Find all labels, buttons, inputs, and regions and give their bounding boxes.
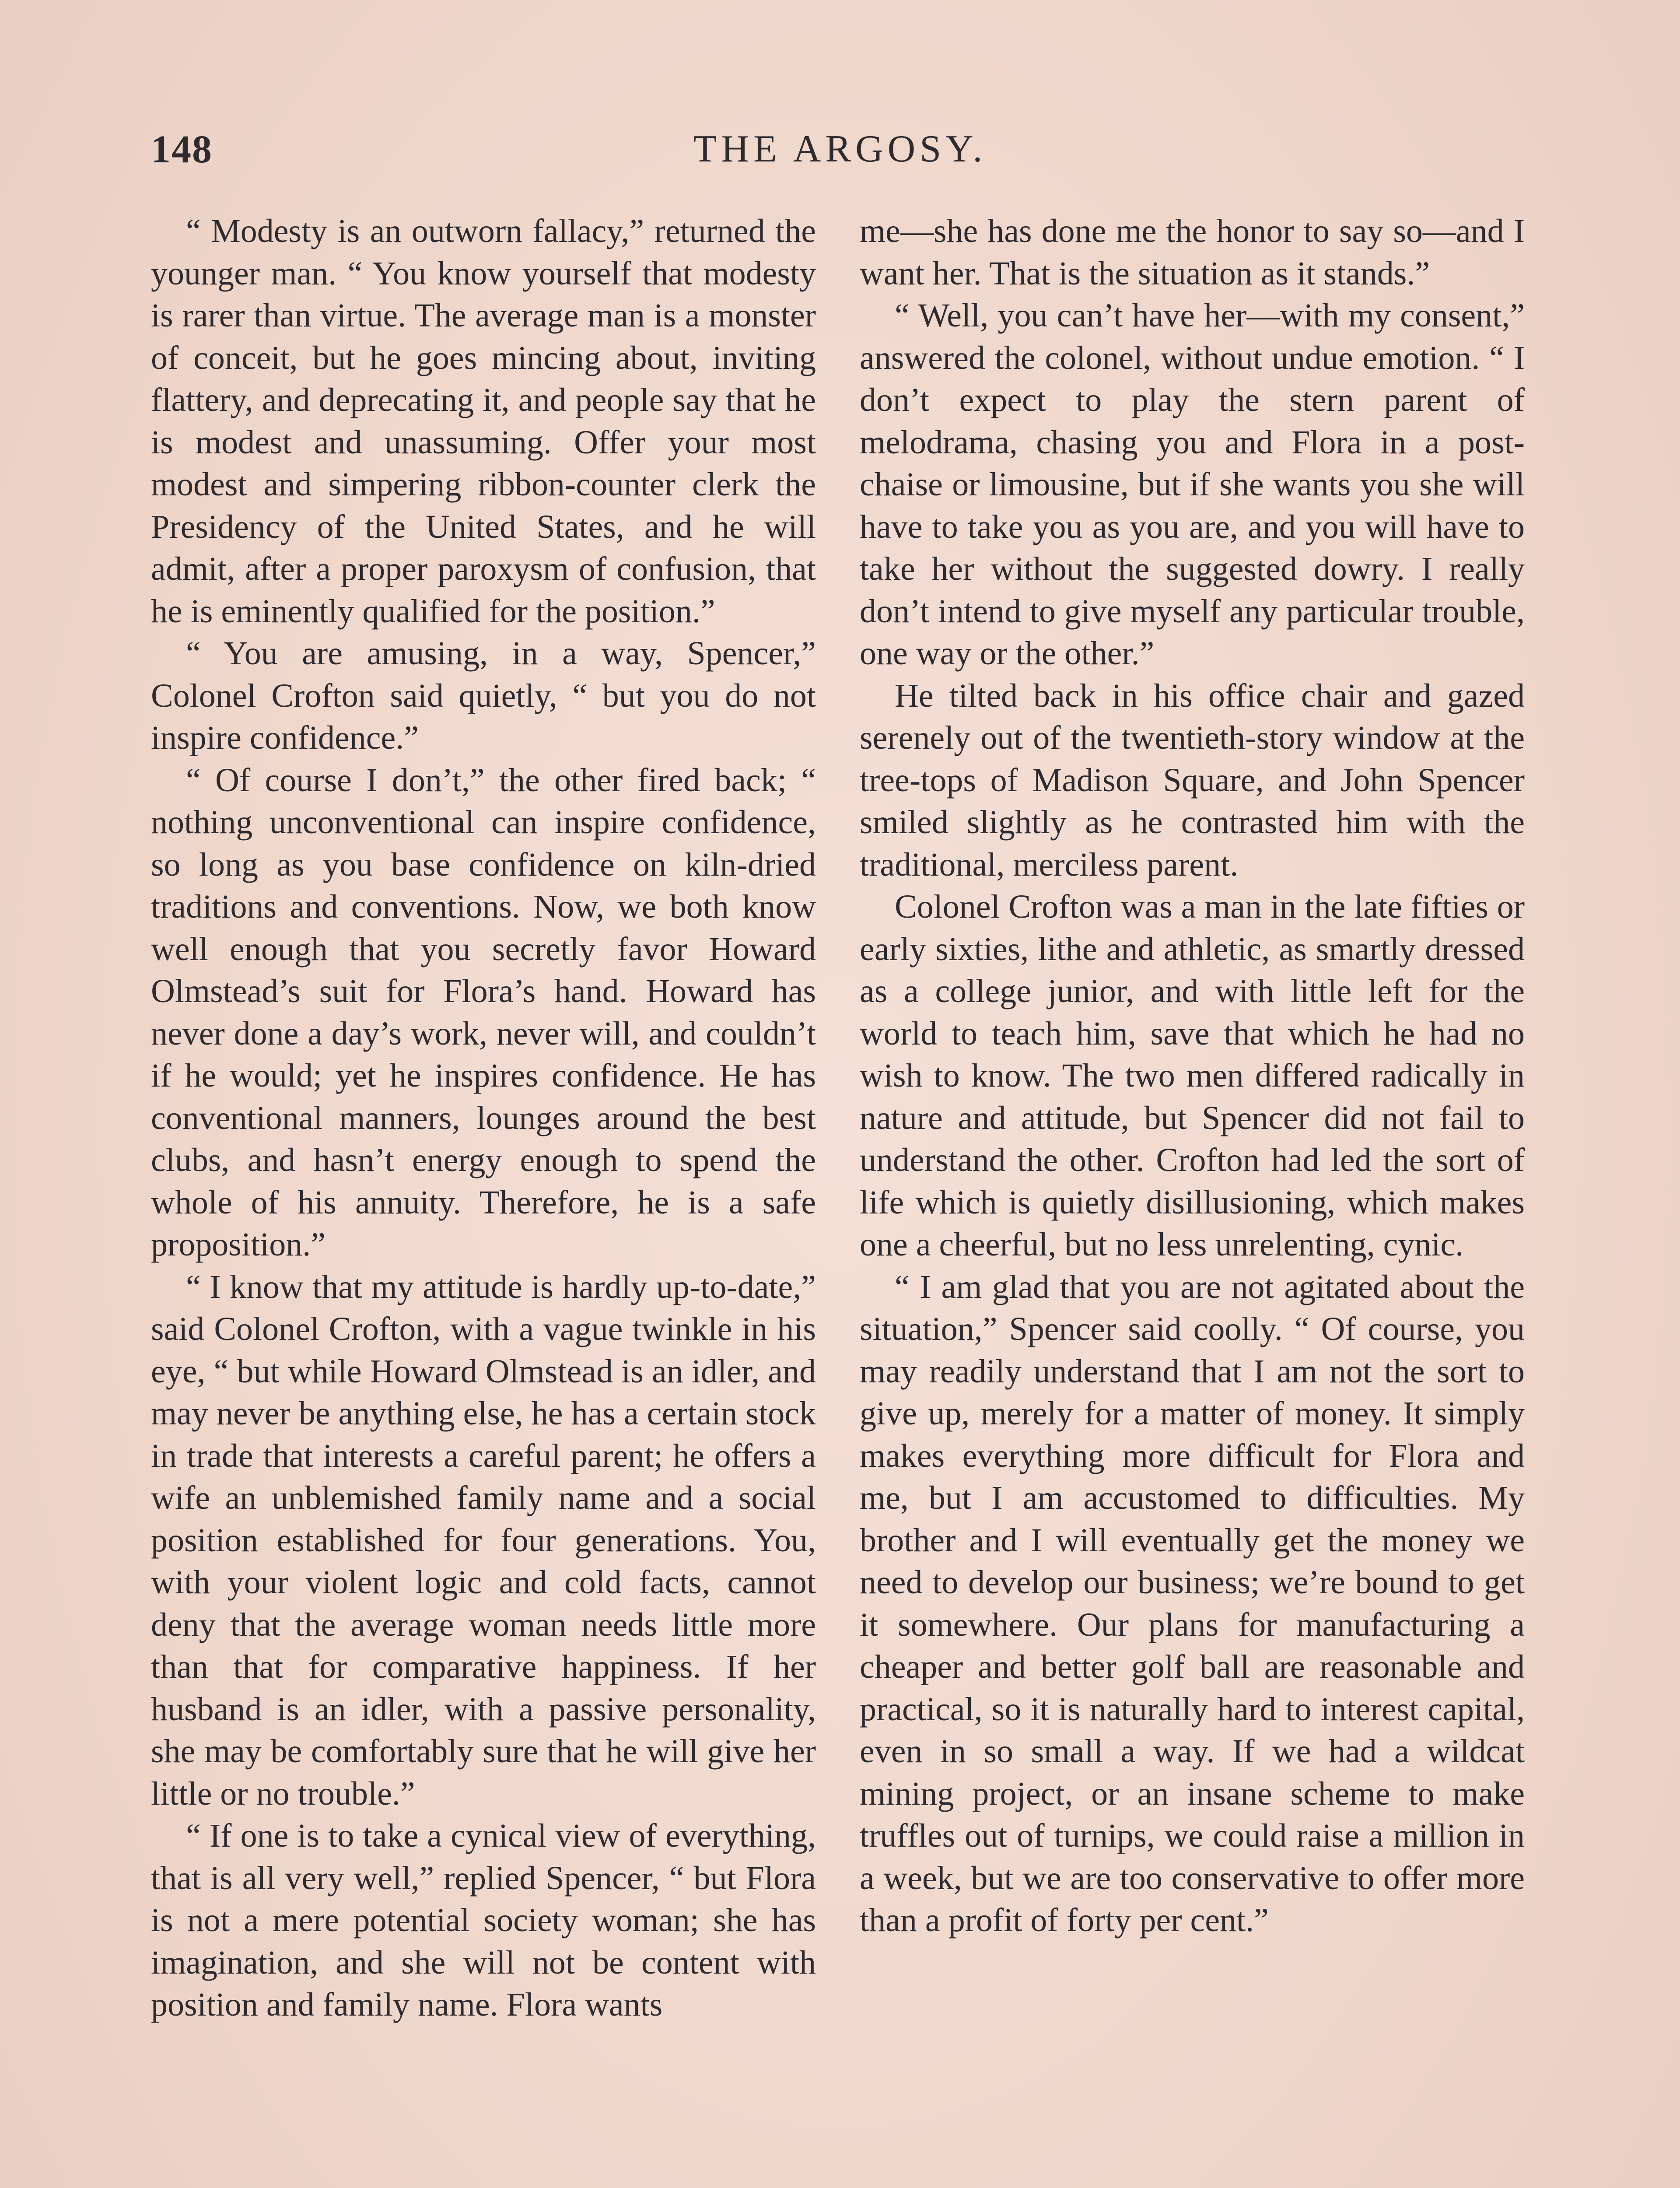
paragraph: “ I am glad that you are not agitated about the situation,” Spencer said coolly. “ Of course, you may readily understand that I am not the sort to give up, merely for a matter of money. It simply makes everything more difficult for Flora and me, but I am accustomed to difficulties. My brother and I will eventually get the money we need to develop our business; we’re bound to get it somewhere. Our plans for manufacturing a cheaper and better golf ball are reasonable and practical, so it is naturally hard to interest capital, even in so small a way. If we had a wildcat mining project, or an insane scheme to make truffles out of turnips, we could raise a million in a week, but we are too conservative to offer more than a profit of forty per cent.” xyxy=(860,1268,1525,1939)
paragraph: “ If one is to take a cynical view of everything, that is all very well,” replied Spencer, “ but Flora is not a mere potential society woman; she has imagination, and she will not be content with position and family name. Flora wants xyxy=(151,1817,816,2023)
paragraph: “ Of course I don’t,” the other fired back; “ nothing unconventional can inspire confidence, so long as you base confidence on kiln-dried traditions and conventions. Now, we both know well enough that you secretly favor Howard Olmstead’s suit for Flora’s hand. Howard has never done a day’s work, never will, and couldn’t if he would; yet he inspires confidence. He has conventional manners, lounges around the best clubs, and hasn’t energy enough to spend the whole of his annuity. Therefore, he is a safe proposition.” xyxy=(151,761,816,1263)
paragraph: “ You are amusing, in a way, Spencer,” Colonel Crofton said quietly, “ but you do not inspire confidence.” xyxy=(151,635,816,756)
page-header xyxy=(151,127,1529,184)
paragraph: “ Well, you can’t have her—with my consent,” answered the colonel, without undue emotion. “ I don’t expect to play the stern parent of melodrama, chasing you and Flora in a post-chaise or limousine, but if she wants you she will have to take you as you are, and you will have to take her without the suggested dowry. I really don’t intend to give myself any particular trouble, one way or the other.” xyxy=(860,297,1525,672)
left-column xyxy=(151,210,816,2026)
right-column xyxy=(860,210,1525,1942)
paragraph: “ I know that my attitude is hardly up-to-date,” said Colonel Crofton, with a vague twinkle in his eye, “ but while Howard Olmstead is an idler, and may never be anything else, he has a certain stock in trade that interests a careful parent; he offers a wife an unblemished family name and a social position established for four generations. You, with your violent logic and cold facts, cannot deny that the average woman needs little more than that for comparative happiness. If her husband is an idler, with a passive personality, she may be comfortably sure that he will give her little or no trouble.” xyxy=(151,1268,816,1812)
paragraph: Colonel Crofton was a man in the late fifties or early sixties, lithe and athletic, as smartly dressed as a college junior, and with little left for the world to teach him, save that which he had no wish to know. The two men differed radically in nature and attitude, but Spencer did not fail to understand the other. Crofton had led the sort of life which is quietly disillusioning, which makes one a cheerful, but no less unrelenting, cynic. xyxy=(860,888,1525,1263)
paragraph: “ Modesty is an outworn fallacy,” returned the younger man. “ You know yourself that modesty is rarer than virtue. The average man is a monster of conceit, but he goes mincing about, inviting flattery, and deprecating it, and people say that he is modest and unassuming. Offer your most modest and simpering ribbon-counter clerk the Presidency of the United States, and he will admit, after a proper paroxysm of confusion, that he is eminently qualified for the position.” xyxy=(151,213,816,630)
paragraph-continuation: me—she has done me the honor to say so—and I want her. That is the situation as it stands.” xyxy=(860,213,1525,292)
page-number: 148 xyxy=(151,128,213,171)
paragraph: He tilted back in his office chair and gazed serenely out of the twentieth-story window at the tree-tops of Madison Square, and John Spencer smiled slightly as he contrasted him with the traditional, merciless parent. xyxy=(860,677,1525,883)
running-head: THE ARGOSY. xyxy=(693,128,987,170)
